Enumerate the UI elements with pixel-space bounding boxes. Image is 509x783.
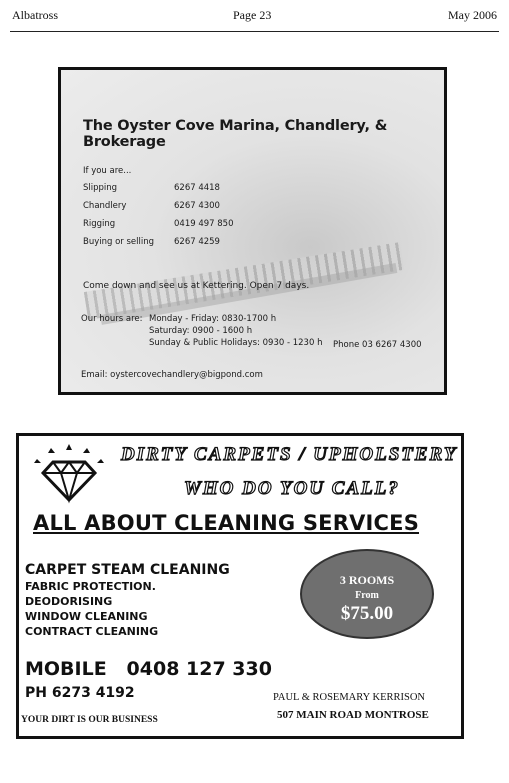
- issue-date: May 2006: [448, 8, 497, 22]
- hours-sunday: Sunday & Public Holidays: 0930 - 1230 h: [149, 338, 323, 348]
- business-name: ALL ABOUT CLEANING SERVICES: [33, 511, 420, 535]
- ad-intro: If you are...: [83, 166, 132, 176]
- price-offer-badge: [300, 549, 434, 639]
- service-item: CONTRACT CLEANING: [25, 625, 159, 638]
- service-label: Rigging: [83, 219, 116, 229]
- offer-from: From: [355, 590, 379, 601]
- hours-weekday: Monday - Friday: 0830-1700 h: [149, 314, 277, 324]
- page-number: Page 23: [233, 8, 272, 22]
- service-item: CARPET STEAM CLEANING: [25, 562, 230, 578]
- service-phone: 6267 4259: [174, 237, 220, 247]
- service-item: FABRIC PROTECTION.: [25, 580, 156, 593]
- contact-email: Email: oystercovechandlery@bigpond.com: [81, 370, 263, 380]
- service-item: DEODORISING: [25, 595, 113, 608]
- hours-label: Our hours are:: [81, 314, 143, 324]
- publication-name: Albatross: [12, 8, 58, 22]
- offer-price: $75.00: [340, 603, 394, 624]
- address: 507 MAIN ROAD MONTROSE: [277, 709, 429, 721]
- contact-phone: Phone 03 6267 4300: [333, 340, 422, 350]
- service-label: Buying or selling: [83, 237, 155, 247]
- cleaning-services-ad: [16, 433, 464, 739]
- service-label: Slipping: [83, 183, 118, 193]
- ad-tagline: Come down and see us at Kettering. Open 7 days.: [83, 281, 310, 291]
- service-phone: 6267 4300: [174, 201, 220, 211]
- service-item: WINDOW CLEANING: [25, 610, 148, 623]
- phone-number: PH 6273 4192: [25, 685, 135, 701]
- service-phone: 0419 497 850: [174, 219, 234, 229]
- service-phone: 6267 4418: [174, 183, 220, 193]
- diamond-icon: [31, 442, 107, 504]
- oyster-cove-ad: [58, 67, 447, 395]
- headline-question: WHO DO YOU CALL?: [184, 478, 400, 499]
- service-label: Chandlery: [83, 201, 127, 211]
- header-rule: [10, 31, 499, 32]
- hours-saturday: Saturday: 0900 - 1600 h: [149, 326, 253, 336]
- headline-carpets: DIRTY CARPETS / UPHOLSTERY: [121, 444, 458, 465]
- mobile-number: MOBILE 0408 127 330: [25, 658, 272, 680]
- owners: PAUL & ROSEMARY KERRISON: [273, 692, 425, 703]
- slogan: YOUR DIRT IS OUR BUSINESS: [21, 715, 158, 725]
- offer-rooms: 3 ROOMS: [339, 573, 395, 587]
- ad-title: The Oyster Cove Marina, Chandlery, & Brokerage: [83, 118, 388, 150]
